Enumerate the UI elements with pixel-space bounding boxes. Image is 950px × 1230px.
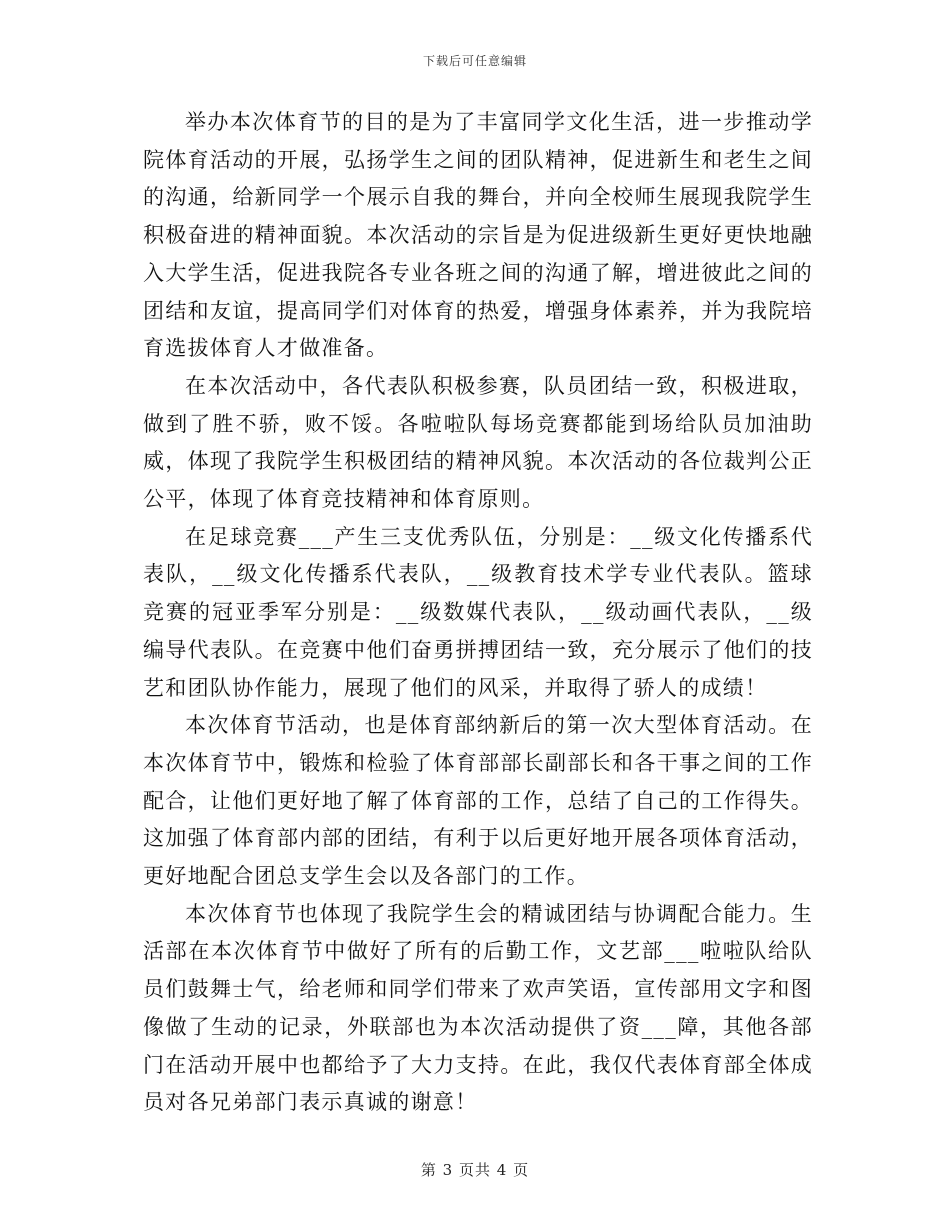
page-header: 下载后可任意编辑 (422, 54, 527, 68)
paragraph-results: 在足球竞赛___产生三支优秀队伍，分别是：__级文化传播系代表队，__级文化传播系代表队，__级教育技术学专业代表队。篮球竞赛的冠亚季军分别是：__级数媒代表队，__级动画代表队，__级编导代表队。在竞赛中他们奋勇拼搏团结一致，充分展示了他们的技艺和团队协作能力，展现了他们的风采，并取得了骄人的成绩！ (143, 524, 813, 700)
paragraph-acknowledgements: 本次体育节也体现了我院学生会的精诚团结与协调配合能力。生活部在本次体育节中做好了所有的后勤工作，文艺部___啦啦队给队员们鼓舞士气，给老师和同学们带来了欢声笑语，宣传部用文字和图像做了生动的记录，外联部也为本次活动提供了资___障，其他各部门在活动开展中也都给予了大力支持。在此，我仅代表体育部全体成员对各兄弟部门表示真诚的谢意！ (143, 901, 813, 1115)
paragraph-participation: 在本次活动中，各代表队积极参赛，队员团结一致，积极进取，做到了胜不骄，败不馁。各啦啦队每场竞赛都能到场给队员加油助威，体现了我院学生积极团结的精神风貌。本次活动的各位裁判公正公平，体现了体育竞技精神和体育原则。 (143, 373, 813, 512)
page-number: 第 3 页共 4 页 (420, 1161, 530, 1179)
document-body (143, 104, 813, 1122)
paragraph-sports-department: 本次体育节活动，也是体育部纳新后的第一次大型体育活动。在本次体育节中，锻炼和检验了体育部部长副部长和各干事之间的工作配合，让他们更好地了解了体育部的工作，总结了自己的工作得失。这加强了体育部内部的团结，有利于以后更好地开展各项体育活动，更好地配合团总支学生会以及各部门的工作。 (143, 713, 813, 889)
paragraph-purpose: 举办本次体育节的目的是为了丰富同学文化生活，进一步推动学院体育活动的开展，弘扬学生之间的团队精神，促进新生和老生之间的沟通，给新同学一个展示自我的舞台，并向全校师生展现我院学生积极奋进的精神面貌。本次活动的宗旨是为促进级新生更好更快地融入大学生活，促进我院各专业各班之间的沟通了解，增进彼此之间的团结和友谊，提高同学们对体育的热爱，增强身体素养，并为我院培育选拔体育人才做准备。 (143, 110, 813, 361)
